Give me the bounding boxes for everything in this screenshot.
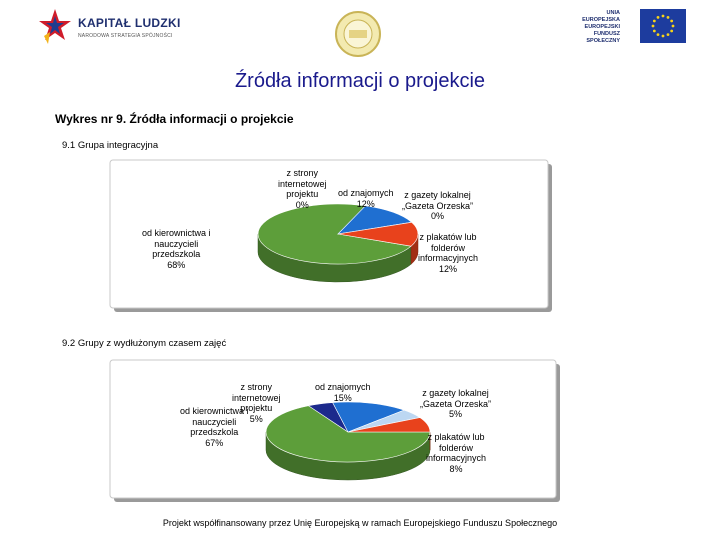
slice-label-line: nauczycieli xyxy=(192,416,237,427)
slice-label-line: od znajomych xyxy=(315,382,371,392)
kapital-ludzki-star-icon xyxy=(38,6,72,48)
footer-note: Projekt współfinansowany przez Unię Europejską w ramach Europejskiego Funduszu Społecznego xyxy=(162,518,558,528)
slice-label-line: przedszkola xyxy=(152,249,201,259)
slice-label-line: z plakatów lub xyxy=(427,432,485,442)
slice-label-2 xyxy=(338,188,394,209)
eu-line-3: FUNDUSZ SPOŁECZNY xyxy=(586,31,620,44)
slice-label-1 xyxy=(278,168,327,210)
slice-label-line: internetowej xyxy=(232,392,281,403)
slice-label-4 xyxy=(426,432,486,474)
chart-2 xyxy=(110,360,560,502)
seal-icon xyxy=(332,8,384,60)
slice-label-line: 12% xyxy=(356,198,375,209)
kapital-ludzki-subtitle: NARODOWA STRATEGIA SPÓJNOŚCI xyxy=(78,33,173,39)
page-title: Źródła informacji o projekcie xyxy=(234,70,486,92)
slice-label-line: 5% xyxy=(249,413,263,424)
slice-label-line: folderów xyxy=(439,442,474,453)
slice-label-line: 8% xyxy=(449,463,463,474)
eu-line-1: UNIA EUROPEJSKA xyxy=(582,10,620,23)
slice-label-line: od kierownictwa i xyxy=(180,406,249,416)
slice-label-line: 67% xyxy=(205,437,224,448)
slice-label-line: od znajomych xyxy=(338,188,394,198)
slice-label-line: 12% xyxy=(439,263,458,274)
slice-label-line: internetowej xyxy=(278,178,327,189)
slice-label-line: „Gazeta Orzeska” xyxy=(402,200,474,211)
eu-flag-icon xyxy=(640,9,686,43)
slice-label-2 xyxy=(315,382,371,403)
slice-label-line: 15% xyxy=(333,392,352,403)
slice-label-1 xyxy=(232,382,281,424)
slice-label-line: 68% xyxy=(167,259,186,270)
kapital-ludzki-title: KAPITAŁ LUDZKI xyxy=(78,16,181,30)
slice-label-line: „Gazeta Orzeska” xyxy=(420,398,492,409)
slice-label-line: nauczycieli xyxy=(154,238,199,249)
eu-line-2: EUROPEJSKI xyxy=(584,24,620,30)
slice-label-line: informacyjnych xyxy=(418,253,479,263)
chart-1 xyxy=(110,160,552,312)
kapital-ludzki-logo xyxy=(38,6,188,48)
slice-label-line: 5% xyxy=(449,409,463,419)
slice-label-4 xyxy=(418,232,478,274)
eu-text xyxy=(572,10,620,45)
slice-label-3 xyxy=(420,388,491,420)
slice-label-line: z strony xyxy=(240,382,273,392)
slice-label-line: 0% xyxy=(295,199,309,210)
slice-label-line: projektu xyxy=(240,403,273,413)
slice-label-3 xyxy=(402,190,473,222)
slice-label-line: z plakatów lub xyxy=(419,232,477,242)
slice-label-line: z gazety lokalnej xyxy=(404,190,471,200)
slice-label-line: z gazety lokalnej xyxy=(422,388,489,398)
chart-1-title: 9.1 Grupa integracyjna xyxy=(62,140,159,151)
project-seal-logo xyxy=(332,8,384,60)
slice-label-0 xyxy=(142,228,211,270)
slice-label-line: z strony xyxy=(286,168,319,178)
chart-2-title: 9.2 Grupy z wydłużonym czasem zajęć xyxy=(62,338,227,349)
eu-logo xyxy=(560,6,690,46)
slice-label-line: przedszkola xyxy=(190,427,239,437)
slice-label-line: 0% xyxy=(431,211,445,221)
slice-label-line: informacyjnych xyxy=(426,453,487,463)
slice-label-line: folderów xyxy=(431,242,466,253)
slice-label-line: projektu xyxy=(286,189,319,199)
chart-caption: Wykres nr 9. Źródła informacji o projekcie xyxy=(55,112,294,126)
slice-label-line: od kierownictwa i xyxy=(142,228,211,238)
